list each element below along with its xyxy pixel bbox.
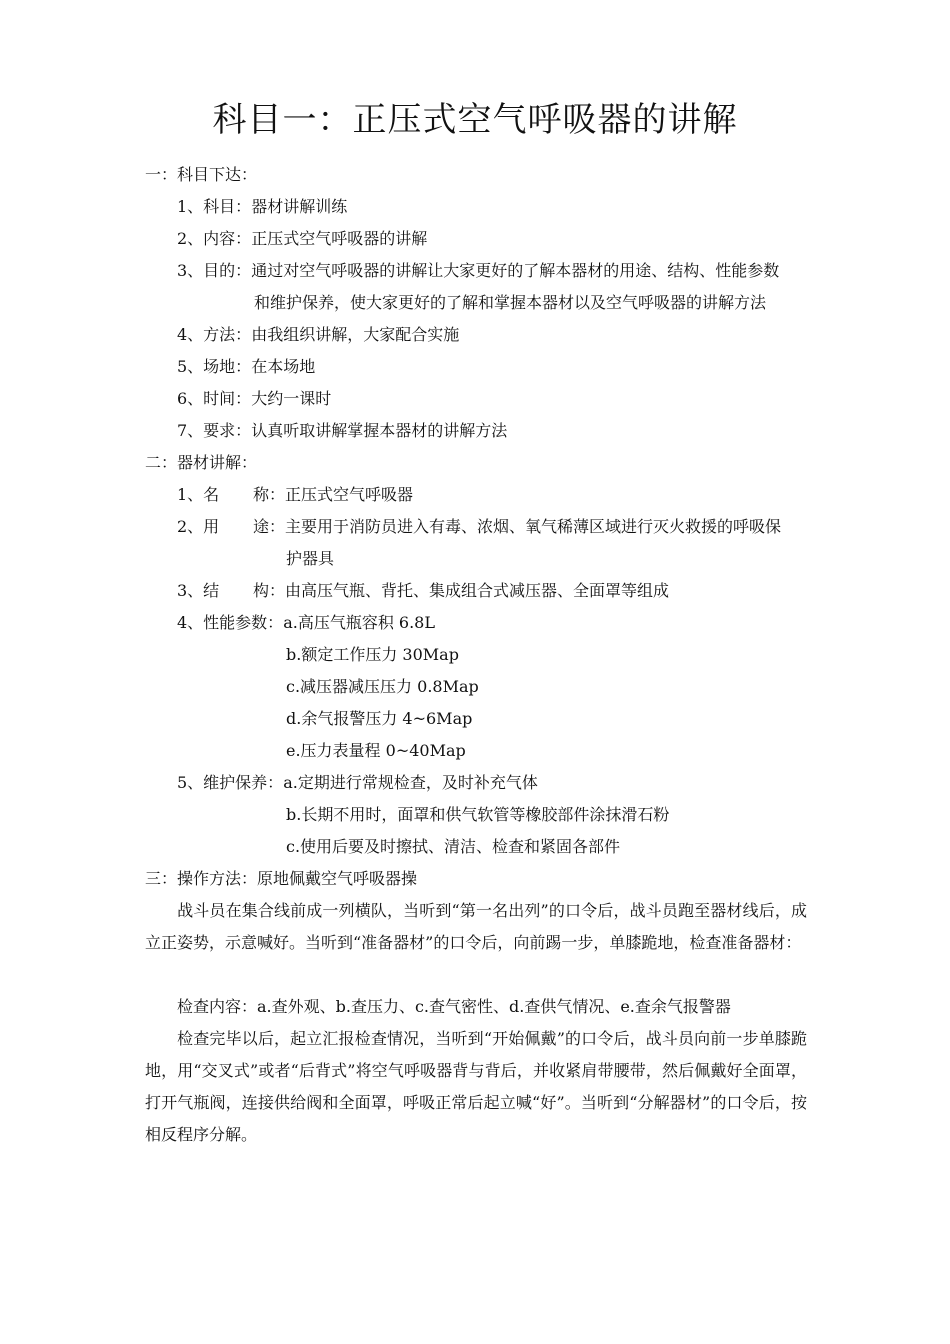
item-text: 主要用于消防员进入有毒、浓烟、氧气稀薄区域进行灭火救援的呼吸保 — [285, 517, 782, 536]
paragraph-text: 检查完毕以后，起立汇报检查情况，当听到“开始佩戴”的口令后，战斗员向前一步单膝跪地，用“交叉式”或者“后背式”将空气呼吸器背与背后，并收紧肩带腰带，然后佩戴好全面罩，打开气瓶阀，连接供给阀和全面罩，呼吸正常后起立喊“好”。当听到“分解器材”的口令后，按相反程序分解。 — [145, 1029, 807, 1144]
item-label: 5、场地： — [177, 357, 252, 376]
section1-item-content — [177, 228, 427, 250]
document-title: 科目一：正压式空气呼吸器的讲解 — [212, 100, 738, 140]
performance-item: d.余气报警压力 4~6Map — [286, 709, 473, 728]
item-label: 4、性能参数： — [177, 613, 284, 632]
item-text: 由我组织讲解，大家配合实施 — [251, 325, 460, 344]
item-label-part1: 1、名 — [177, 485, 220, 504]
item-text: 大约一课时 — [251, 389, 332, 408]
section2-item-use-continued: 护器具 — [286, 549, 335, 568]
maintenance-item: b.长期不用时，面罩和供气软管等橡胶部件涂抹滑石粉 — [286, 805, 670, 824]
section2-item-structure — [177, 580, 669, 602]
section2-item-use — [177, 516, 781, 538]
section3-paragraph-2 — [145, 991, 807, 1023]
item-text: 认真听取讲解掌握本器材的讲解方法 — [251, 421, 508, 440]
item-text: 正压式空气呼吸器 — [285, 485, 414, 504]
maintenance-item: a.定期进行常规检查，及时补充气体 — [283, 773, 538, 792]
item-text: 通过对空气呼吸器的讲解让大家更好的了解本器材的用途、结构、性能参数 — [251, 261, 780, 280]
section2-performance-label — [177, 612, 435, 634]
section1-item-venue — [177, 356, 315, 378]
section1-heading: 一：科目下达： — [145, 165, 258, 184]
item-label-part2: 途： — [253, 517, 286, 536]
section3-heading: 三：操作方法：原地佩戴空气呼吸器操 — [145, 869, 418, 888]
maintenance-item: c.使用后要及时擦拭、清洁、检查和紧固各部件 — [286, 837, 621, 856]
section1-item-requirement — [177, 420, 507, 442]
item-label: 6、时间： — [177, 389, 252, 408]
section1-item-method — [177, 324, 459, 346]
section1-item-time — [177, 388, 331, 410]
item-label: 7、要求： — [177, 421, 252, 440]
section1-item-subject — [177, 196, 347, 218]
item-label: 2、内容： — [177, 229, 252, 248]
item-label-part1: 3、结 — [177, 581, 220, 600]
section1-item-purpose — [177, 260, 779, 282]
item-label: 1、科目： — [177, 197, 252, 216]
section2-heading: 二：器材讲解： — [145, 453, 258, 472]
performance-item: e.压力表量程 0~40Map — [286, 741, 466, 760]
item-label-part2: 称： — [253, 485, 286, 504]
performance-item: b.额定工作压力 30Map — [286, 645, 459, 664]
item-text: 正压式空气呼吸器的讲解 — [251, 229, 428, 248]
item-text: 由高压气瓶、背托、集成组合式减压器、全面罩等组成 — [285, 581, 670, 600]
item-label: 3、目的： — [177, 261, 252, 280]
item-label-part1: 2、用 — [177, 517, 220, 536]
section2-maintenance-label — [177, 772, 538, 794]
item-label-part2: 构： — [253, 581, 286, 600]
performance-item: a.高压气瓶容积 6.8L — [283, 613, 435, 632]
section1-item-purpose-continued: 和维护保养，使大家更好的了解和掌握本器材以及空气呼吸器的讲解方法 — [254, 293, 767, 312]
section2-item-name — [177, 484, 413, 506]
section3-paragraph-3 — [145, 1023, 807, 1151]
item-label: 5、维护保养： — [177, 773, 284, 792]
paragraph-text: 战斗员在集合线前成一列横队，当听到“第一名出列”的口令后，战斗员跑至器材线后，成立正姿势，示意喊好。当听到“准备器材”的口令后，向前踢一步，单膝跪地，检查准备器材： — [145, 901, 807, 952]
item-label: 4、方法： — [177, 325, 252, 344]
paragraph-text: 检查内容：a.查外观、b.查压力、c.查气密性、d.查供气情况、e.查余气报警器 — [177, 997, 731, 1016]
item-text: 器材讲解训练 — [251, 197, 348, 216]
performance-item: c.减压器减压压力 0.8Map — [286, 677, 479, 696]
item-text: 在本场地 — [251, 357, 316, 376]
section3-paragraph-1 — [145, 895, 807, 959]
